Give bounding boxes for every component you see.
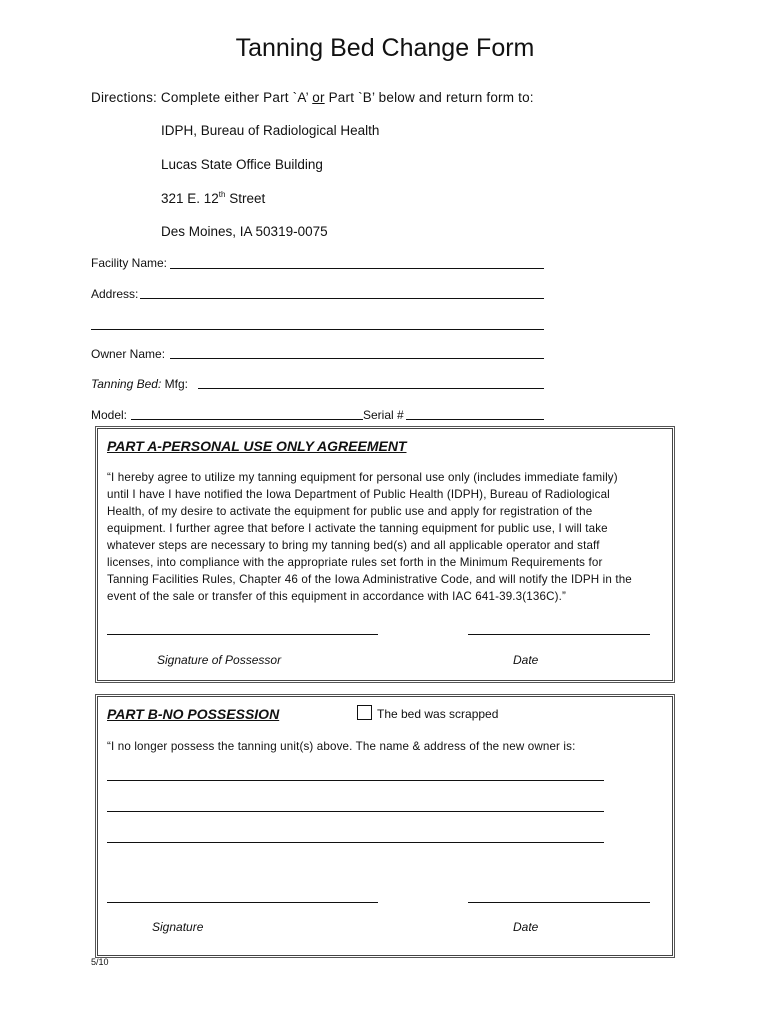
form-title: Tanning Bed Change Form — [235, 34, 535, 62]
facility-name-field[interactable] — [170, 268, 544, 269]
agreement-line: “I hereby agree to utilize my tanning equipment for personal use only (includes immediate family) — [107, 471, 618, 484]
street-number: 321 E. 12 — [161, 191, 219, 206]
directions-suffix: Part `B’ below and return form to: — [324, 90, 534, 105]
signature-label: Signature — [152, 920, 204, 934]
street-ordinal: th — [218, 190, 226, 199]
address-label: Address: — [91, 287, 139, 301]
agreement-line: equipment. I further agree that before I activate the tanning equipment for public use, I will take — [107, 522, 608, 535]
street-name: Street — [225, 191, 266, 206]
mfg-label: Mfg: — [161, 377, 188, 391]
facility-name-label: Facility Name: — [91, 256, 168, 270]
part-b-statement: “I no longer possess the tanning unit(s) above. The name & address of the new owner is: — [107, 740, 576, 753]
part-b-heading: PART B-NO POSSESSION — [107, 706, 280, 722]
new-owner-field-line-3[interactable] — [107, 842, 604, 843]
new-owner-field-line-1[interactable] — [107, 780, 604, 781]
part-a-agreement — [107, 469, 667, 605]
part-a-date-field[interactable] — [468, 634, 650, 635]
agreement-line: Health, of my desire to activate the equipment for public use and apply for registration of the — [107, 505, 593, 518]
address-line-1: IDPH, Bureau of Radiological Health — [161, 123, 380, 138]
model-label: Model: — [91, 408, 128, 422]
model-field[interactable] — [131, 419, 363, 420]
directions-prefix: Directions: Complete either Part `A’ — [91, 90, 313, 105]
address-field[interactable] — [140, 298, 544, 299]
tanning-bed-text: Tanning Bed: — [91, 377, 162, 391]
directions-text — [91, 90, 534, 105]
mfg-field[interactable] — [198, 388, 544, 389]
part-a-heading: PART A-PERSONAL USE ONLY AGREEMENT — [107, 438, 407, 454]
revision-date: 5/10 — [91, 957, 109, 967]
possessor-signature-field[interactable] — [107, 634, 378, 635]
part-b-date-field[interactable] — [468, 902, 650, 903]
signature-field[interactable] — [107, 902, 378, 903]
address-line-3 — [161, 190, 265, 206]
serial-label: Serial # — [363, 408, 404, 422]
agreement-line: licenses, into compliance with the appropriate rules set forth in the Minimum Requirements for — [107, 556, 603, 569]
owner-name-field[interactable] — [170, 358, 544, 359]
agreement-line: Tanning Facilities Rules, Chapter 46 of the Iowa Administrative Code, and will notify the IDPH in the — [107, 573, 632, 586]
directions-or: or — [312, 90, 325, 105]
bed-scrapped-checkbox[interactable] — [357, 705, 372, 720]
part-a-date-label: Date — [513, 653, 539, 667]
owner-name-label: Owner Name: — [91, 347, 166, 361]
possessor-signature-label: Signature of Possessor — [157, 653, 282, 667]
address-line-2: Lucas State Office Building — [161, 157, 323, 172]
agreement-line: until I have I have notified the Iowa Department of Public Health (IDPH), Bureau of Radiological — [107, 488, 610, 501]
bed-scrapped-label: The bed was scrapped — [377, 707, 499, 721]
agreement-line: event of the sale or transfer of this equipment in accordance with IAC 641-39.3(136C).” — [107, 590, 567, 603]
part-b-date-label: Date — [513, 920, 539, 934]
new-owner-field-line-2[interactable] — [107, 811, 604, 812]
tanning-bed-label — [91, 377, 188, 391]
address-line-4: Des Moines, IA 50319-0075 — [161, 224, 328, 239]
part-b-box — [97, 696, 673, 956]
agreement-line: whatever steps are necessary to bring my tanning bed(s) and all applicable operator and staff — [107, 539, 600, 552]
address-field-line-2[interactable] — [91, 329, 544, 330]
serial-field[interactable] — [406, 419, 544, 420]
